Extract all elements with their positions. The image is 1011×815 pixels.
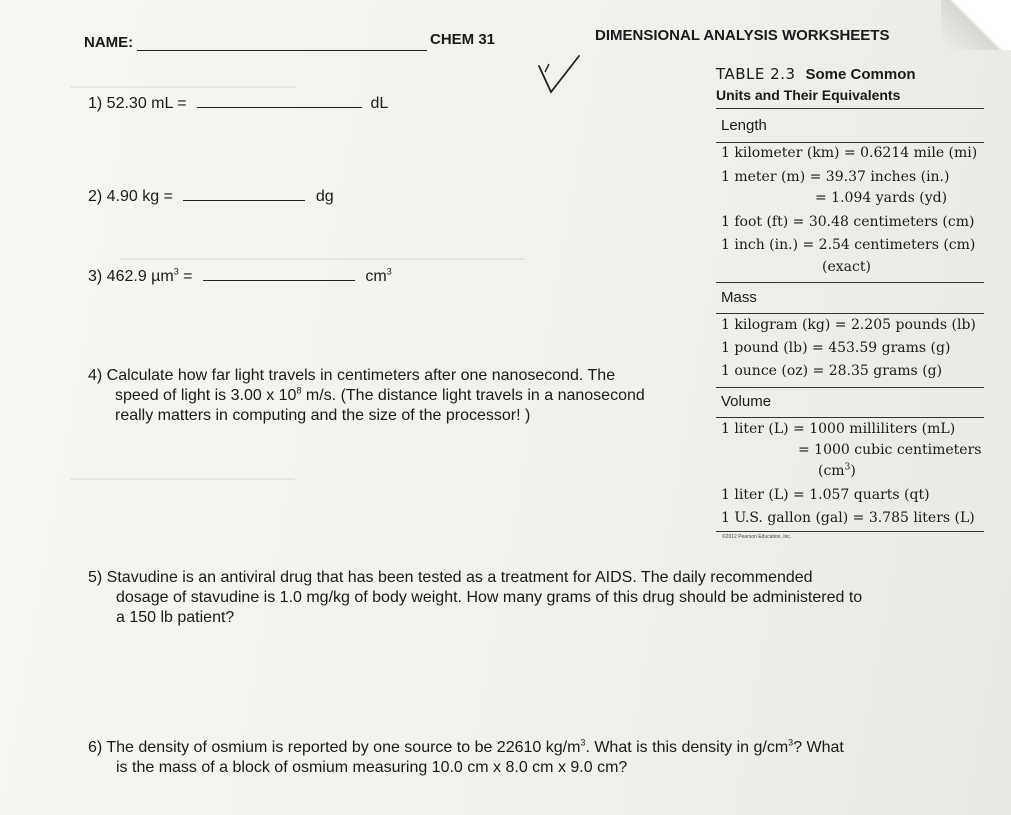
volume-cm-close: ) — [850, 463, 856, 479]
length-row: 1 kilometer (km) = 0.6214 mile (mi) — [721, 145, 978, 161]
page-corner — [941, 0, 1011, 50]
question-6-line-1a: 6) The density of osmium is reported by one source to be 22610 kg/m — [88, 739, 581, 756]
question-6-line-1 — [88, 738, 844, 758]
question-2-unit: dg — [315, 188, 334, 205]
question-3 — [88, 268, 392, 286]
length-row: (exact) — [822, 259, 871, 275]
question-6-line-2: is the mass of a block of osmium measuring 10.0 cm x 8.0 cm x 9.0 cm? — [116, 759, 628, 776]
question-2 — [88, 188, 334, 206]
table-subtitle: Units and Their Equivalents — [716, 87, 901, 103]
name-field[interactable] — [137, 50, 427, 51]
table-rule — [716, 282, 984, 283]
worksheet-title: DIMENSIONAL ANALYSIS WORKSHEETS — [595, 27, 890, 44]
table-rule — [716, 387, 984, 388]
table-title — [716, 65, 916, 83]
question-1-unit: dL — [370, 95, 389, 112]
length-row: 1 foot (ft) = 30.48 centimeters (cm) — [721, 214, 975, 230]
question-5 — [88, 568, 862, 628]
question-5-line-3: a 150 lb patient? — [116, 609, 235, 626]
answer-2-blank[interactable] — [183, 200, 305, 201]
question-1 — [88, 95, 388, 113]
question-4-line-2a: speed of light is 3.00 x 10 — [115, 387, 297, 404]
volume-row — [818, 463, 856, 479]
mass-row: 1 pound (lb) = 453.59 grams (g) — [721, 340, 951, 356]
question-3-unit: cm — [365, 268, 387, 285]
table-copyright: ©2012 Pearson Education, Inc. — [722, 534, 792, 540]
volume-row: 1 liter (L) = 1000 milliliters (mL) — [721, 421, 956, 437]
question-4-line-2 — [88, 386, 645, 406]
length-row: 1 meter (m) = 39.37 inches (in.) — [721, 169, 950, 185]
length-row: = 1.094 yards (yd) — [815, 190, 948, 206]
question-6-exp-2: 3 — [788, 737, 794, 748]
volume-cm-text: (cm — [818, 463, 845, 479]
bleed-through: ——————————————— — [70, 78, 295, 95]
question-5-line-1: 5) Stavudine is an antiviral drug that has been tested as a treatment for AIDS. The daily recommended — [88, 569, 813, 586]
volume-row: = 1000 cubic centimeters — [798, 442, 982, 458]
volume-row: 1 liter (L) = 1.057 quarts (qt) — [721, 487, 930, 503]
question-6-exp-1: 3 — [580, 737, 586, 748]
volume-section-label: Volume — [721, 393, 772, 410]
mass-row: 1 kilogram (kg) = 2.205 pounds (lb) — [721, 317, 976, 333]
question-3-unit-exp: 3 — [386, 266, 392, 277]
answer-3-blank[interactable] — [203, 280, 355, 281]
table-title-a: Some Common — [805, 66, 916, 83]
course-label: CHEM 31 — [430, 31, 496, 48]
table-rule — [716, 108, 984, 109]
table-number: TABLE 2.3 — [716, 65, 796, 83]
bleed-through: ——————————————— — [70, 470, 295, 487]
length-section-label: Length — [721, 117, 767, 134]
check-mark-icon — [535, 52, 583, 98]
table-rule — [716, 531, 984, 532]
table-rule — [716, 313, 984, 314]
question-5-line-2: dosage of stavudine is 1.0 mg/kg of body weight. How many grams of this drug should be administered to — [116, 589, 863, 606]
volume-cm-exp: 3 — [844, 462, 851, 473]
question-2-prompt: 2) 4.90 kg = — [88, 188, 173, 205]
answer-1-blank[interactable] — [197, 107, 362, 108]
question-6 — [88, 738, 844, 778]
question-1-prompt: 1) 52.30 mL = — [88, 95, 187, 112]
question-4-line-3: really matters in computing and the size of the processor! ) — [115, 407, 531, 424]
question-3-exp: 3 — [173, 266, 179, 277]
table-rule — [716, 417, 984, 418]
name-label: NAME: — [84, 34, 134, 51]
question-3-prompt: 3) 462.9 µm — [88, 268, 174, 285]
mass-row: 1 ounce (oz) = 28.35 grams (g) — [721, 363, 943, 379]
length-row: 1 inch (in.) = 2.54 centimeters (cm) — [721, 237, 976, 253]
mass-section-label: Mass — [721, 289, 757, 306]
question-4-exponent: 8 — [296, 385, 302, 396]
question-4 — [88, 366, 645, 426]
question-6-line-1c: ? What — [793, 739, 844, 756]
table-rule — [716, 142, 984, 143]
question-4-line-2b: m/s. (The distance light travels in a nanosecond — [301, 387, 645, 404]
volume-row: 1 U.S. gallon (gal) = 3.785 liters (L) — [721, 510, 975, 526]
bleed-through: ——————————————————————————— — [120, 250, 525, 267]
question-3-prompt-tail: = — [178, 268, 193, 285]
question-6-line-1b: . What is this density in g/cm — [585, 739, 789, 756]
question-4-line-1: 4) Calculate how far light travels in centimeters after one nanosecond. The — [88, 367, 616, 384]
